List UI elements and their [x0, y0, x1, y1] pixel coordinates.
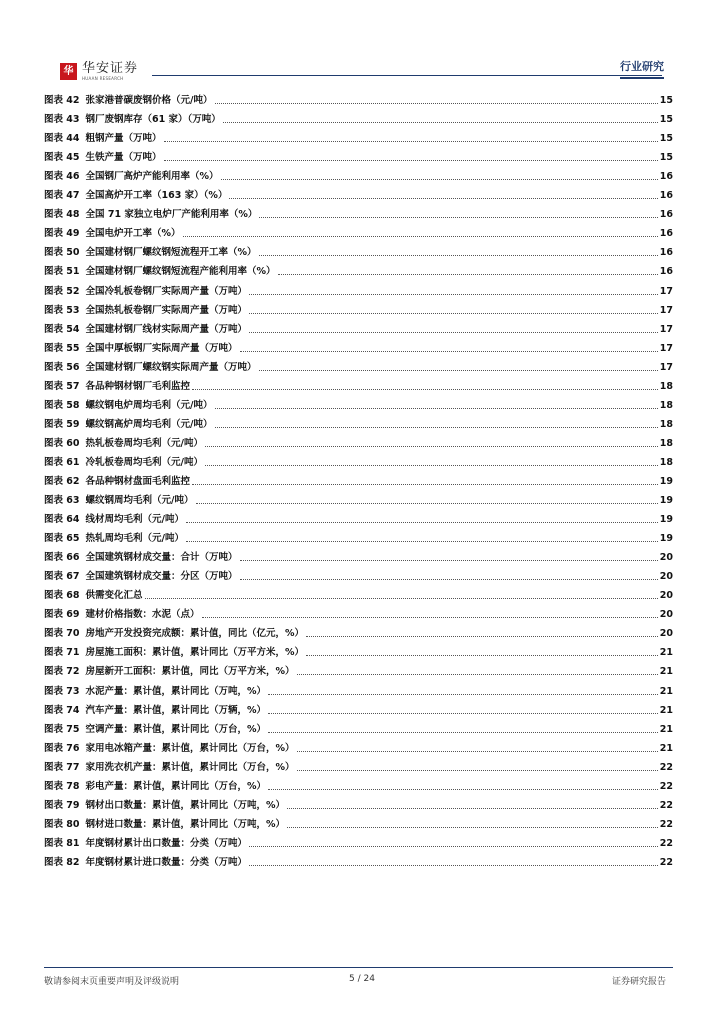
- toc-entry-title: 全国电炉开工率（%）: [85, 228, 181, 240]
- toc-entry-title: 冷轧板卷周均毛利（元/吨）: [85, 456, 204, 468]
- toc-entry-label: 图表 44: [44, 133, 80, 145]
- footer-divider: [44, 967, 673, 968]
- toc-dot-leader: [249, 294, 658, 295]
- toc-entry-page: 20: [659, 552, 673, 564]
- toc-entry-title: 全国中厚板钢厂实际周产量（万吨）: [85, 342, 238, 354]
- toc-entry-page: 16: [659, 228, 673, 240]
- toc-entry-title: 粗钢产量（万吨）: [85, 133, 162, 145]
- toc-dot-leader: [192, 389, 658, 390]
- toc-entry-label: 图表 60: [44, 437, 80, 449]
- toc-entry-page: 20: [659, 609, 673, 621]
- toc-entry-title: 家用电冰箱产量：累计值，累计同比（万台，%）: [85, 742, 295, 754]
- toc-entry-page: 21: [659, 685, 673, 697]
- toc-entry[interactable]: [44, 793, 673, 812]
- toc-entry-title: 螺纹钢电炉周均毛利（元/吨）: [85, 399, 213, 411]
- logo-mark-icon: 华: [60, 63, 77, 80]
- toc-entry[interactable]: [44, 640, 673, 659]
- toc-entry-title: 年度钢材累计出口数量：分类（万吨）: [85, 837, 248, 849]
- toc-dot-leader: [145, 598, 658, 599]
- toc-entry-label: 图表 78: [44, 780, 80, 792]
- toc-entry[interactable]: [44, 602, 673, 621]
- toc-entry-page: 21: [659, 742, 673, 754]
- toc-entry-label: 图表 67: [44, 571, 80, 583]
- toc-entry[interactable]: [44, 507, 673, 526]
- logo-en: HUAAN RESEARCH: [82, 76, 124, 81]
- toc-entry-label: 图表 55: [44, 342, 80, 354]
- toc-entry-title: 钢材出口数量：累计值，累计同比（万吨，%）: [85, 799, 286, 811]
- toc-entry-label: 图表 81: [44, 837, 80, 849]
- toc-entry-label: 图表 50: [44, 247, 80, 259]
- toc-entry-page: 21: [659, 647, 673, 659]
- toc-entry[interactable]: [44, 374, 673, 393]
- toc-entry-page: 15: [659, 95, 673, 107]
- toc-entry-label: 图表 76: [44, 742, 80, 754]
- toc-dot-leader: [223, 122, 658, 123]
- toc-dot-leader: [215, 408, 658, 409]
- toc-entry-page: 19: [659, 475, 673, 487]
- toc-dot-leader: [249, 846, 658, 847]
- toc-entry[interactable]: [44, 412, 673, 431]
- toc-entry-page: 21: [659, 704, 673, 716]
- section-label: 行业研究: [620, 58, 664, 79]
- toc-dot-leader: [287, 808, 658, 809]
- page-header: [0, 0, 724, 86]
- toc-entry-label: 图表 73: [44, 685, 80, 697]
- toc-entry-page: 20: [659, 590, 673, 602]
- toc-entry-title: 全国高炉开工率（163 家）（%）: [85, 190, 228, 202]
- toc-entry-page: 21: [659, 723, 673, 735]
- toc-entry[interactable]: [44, 88, 673, 107]
- toc-entry[interactable]: [44, 164, 673, 183]
- toc-dot-leader: [249, 332, 658, 333]
- toc-dot-leader: [205, 465, 658, 466]
- toc-dot-leader: [268, 694, 658, 695]
- toc-dot-leader: [268, 789, 658, 790]
- toc-entry[interactable]: [44, 545, 673, 564]
- toc-entry-title: 各品种钢材盘面毛利监控: [85, 475, 191, 487]
- toc-entry[interactable]: [44, 393, 673, 412]
- toc-entry-title: 房地产开发投资完成额：累计值，同比（亿元，%）: [85, 628, 305, 640]
- toc-entry[interactable]: [44, 355, 673, 374]
- toc-dot-leader: [205, 446, 658, 447]
- toc-entry-title: 热轧板卷周均毛利（元/吨）: [85, 437, 204, 449]
- toc-entry[interactable]: [44, 145, 673, 164]
- toc-dot-leader: [192, 484, 658, 485]
- toc-entry-label: 图表 59: [44, 418, 80, 430]
- toc-entry-title: 房屋施工面积：累计值，累计同比（万平方米，%）: [85, 647, 305, 659]
- toc-entry-label: 图表 42: [44, 95, 80, 107]
- toc-entry-page: 19: [659, 533, 673, 545]
- toc-entry-title: 全国建材钢厂螺纹钢实际周产量（万吨）: [85, 361, 257, 373]
- toc-dot-leader: [306, 636, 658, 637]
- toc-entry-title: 生铁产量（万吨）: [85, 152, 162, 164]
- toc-entry-title: 建材价格指数：水泥（点）: [85, 609, 200, 621]
- toc-entry-label: 图表 64: [44, 514, 80, 526]
- toc-entry[interactable]: [44, 202, 673, 221]
- toc-entry[interactable]: [44, 831, 673, 850]
- toc-entry-label: 图表 74: [44, 704, 80, 716]
- toc-dot-leader: [164, 141, 658, 142]
- toc-dot-leader: [240, 560, 658, 561]
- toc-entry-page: 18: [659, 399, 673, 411]
- toc-dot-leader: [164, 160, 658, 161]
- toc-dot-leader: [202, 617, 658, 618]
- toc-entry[interactable]: [44, 278, 673, 297]
- toc-entry-page: 15: [659, 133, 673, 145]
- toc-entry-label: 图表 53: [44, 304, 80, 316]
- toc-entry-title: 各品种钢材钢厂毛利监控: [85, 380, 191, 392]
- toc-entry-page: 21: [659, 666, 673, 678]
- toc-entry-title: 家用洗衣机产量：累计值，累计同比（万台，%）: [85, 761, 295, 773]
- toc-entry-page: 18: [659, 380, 673, 392]
- toc-entry[interactable]: [44, 298, 673, 317]
- toc-entry-label: 图表 79: [44, 799, 80, 811]
- toc-dot-leader: [215, 103, 658, 104]
- toc-entry-label: 图表 46: [44, 171, 80, 183]
- toc-entry-label: 图表 70: [44, 628, 80, 640]
- toc-entry-page: 18: [659, 456, 673, 468]
- toc-entry-label: 图表 47: [44, 190, 80, 202]
- toc-dot-leader: [306, 655, 658, 656]
- toc-entry-title: 彩电产量：累计值，累计同比（万台，%）: [85, 780, 267, 792]
- toc-entry-label: 图表 58: [44, 399, 80, 411]
- toc-entry[interactable]: [44, 126, 673, 145]
- toc-dot-leader: [297, 751, 658, 752]
- toc-entry-page: 17: [659, 361, 673, 373]
- toc-entry[interactable]: [44, 736, 673, 755]
- toc-entry-label: 图表 69: [44, 609, 80, 621]
- toc-entry-page: 17: [659, 285, 673, 297]
- toc-dot-leader: [186, 541, 658, 542]
- toc-entry-title: 线材周均毛利（元/吨）: [85, 514, 185, 526]
- toc-entry-title: 供需变化汇总: [85, 590, 143, 602]
- toc-entry[interactable]: [44, 240, 673, 259]
- toc-entry[interactable]: [44, 621, 673, 640]
- toc-dot-leader: [183, 236, 658, 237]
- toc-entry-title: 螺纹钢高炉周均毛利（元/吨）: [85, 418, 213, 430]
- toc-dot-leader: [249, 313, 658, 314]
- toc-entry-page: 15: [659, 114, 673, 126]
- toc-entry[interactable]: [44, 564, 673, 583]
- page-indicator: 5 / 24: [349, 974, 375, 984]
- header-divider: [152, 75, 662, 76]
- toc-entry-title: 全国建材钢厂螺纹钢短流程产能利用率（%）: [85, 266, 276, 278]
- toc-entry-label: 图表 77: [44, 761, 80, 773]
- toc-entry-label: 图表 65: [44, 533, 80, 545]
- toc-entry-label: 图表 61: [44, 456, 80, 468]
- toc-entry-label: 图表 82: [44, 856, 80, 868]
- toc-dot-leader: [278, 274, 658, 275]
- toc-dot-leader: [259, 370, 658, 371]
- toc-entry-page: 22: [659, 856, 673, 868]
- toc-entry-page: 17: [659, 323, 673, 335]
- toc-entry-page: 16: [659, 266, 673, 278]
- toc-entry-page: 20: [659, 571, 673, 583]
- toc-entry[interactable]: [44, 221, 673, 240]
- company-logo: [60, 62, 138, 81]
- toc-entry[interactable]: [44, 717, 673, 736]
- toc-dot-leader: [229, 198, 657, 199]
- toc-entry-page: 17: [659, 342, 673, 354]
- toc-entry[interactable]: [44, 259, 673, 278]
- toc-entry-label: 图表 49: [44, 228, 80, 240]
- toc-entry-page: 19: [659, 514, 673, 526]
- toc-entry-label: 图表 63: [44, 495, 80, 507]
- toc-entry[interactable]: [44, 469, 673, 488]
- toc-dot-leader: [259, 217, 657, 218]
- table-of-figures: [44, 88, 673, 869]
- toc-entry[interactable]: [44, 659, 673, 678]
- toc-entry-title: 全国热轧板卷钢厂实际周产量（万吨）: [85, 304, 248, 316]
- toc-entry-label: 图表 71: [44, 647, 80, 659]
- toc-entry[interactable]: [44, 583, 673, 602]
- toc-entry-title: 螺纹钢周均毛利（元/吨）: [85, 495, 194, 507]
- toc-entry[interactable]: [44, 450, 673, 469]
- toc-entry[interactable]: [44, 850, 673, 869]
- toc-entry-label: 图表 43: [44, 114, 80, 126]
- toc-entry-title: 全国钢厂高炉产能利用率（%）: [85, 171, 219, 183]
- toc-entry-title: 房屋新开工面积：累计值，同比（万平方米，%）: [85, 666, 295, 678]
- toc-entry-page: 17: [659, 304, 673, 316]
- toc-dot-leader: [249, 865, 658, 866]
- toc-entry[interactable]: [44, 698, 673, 717]
- toc-entry-page: 22: [659, 780, 673, 792]
- toc-entry[interactable]: [44, 317, 673, 336]
- toc-dot-leader: [240, 579, 658, 580]
- toc-entry-title: 全国建材钢厂螺纹钢短流程开工率（%）: [85, 247, 257, 259]
- logo-name: 华安证券: [82, 61, 139, 76]
- toc-dot-leader: [259, 255, 658, 256]
- toc-entry-title: 热轧周均毛利（元/吨）: [85, 533, 185, 545]
- toc-entry-title: 空调产量：累计值，累计同比（万台，%）: [85, 723, 267, 735]
- toc-entry-title: 钢材进口数量：累计值，累计同比（万吨，%）: [85, 818, 286, 830]
- toc-entry-label: 图表 75: [44, 723, 80, 735]
- toc-entry-page: 22: [659, 818, 673, 830]
- toc-entry-label: 图表 48: [44, 209, 80, 221]
- toc-entry-label: 图表 51: [44, 266, 80, 278]
- toc-dot-leader: [221, 179, 658, 180]
- toc-entry-title: 全国建筑钢材成交量：分区（万吨）: [85, 571, 238, 583]
- toc-entry-page: 19: [659, 495, 673, 507]
- toc-entry-label: 图表 52: [44, 285, 80, 297]
- toc-dot-leader: [186, 522, 658, 523]
- toc-entry[interactable]: [44, 774, 673, 793]
- toc-entry[interactable]: [44, 183, 673, 202]
- toc-entry[interactable]: [44, 488, 673, 507]
- toc-entry-page: 18: [659, 437, 673, 449]
- toc-entry-page: 22: [659, 761, 673, 773]
- toc-entry-label: 图表 56: [44, 361, 80, 373]
- footer-disclaimer: 敬请参阅末页重要声明及评级说明: [44, 977, 180, 987]
- toc-entry-page: 16: [659, 171, 673, 183]
- report-type: 证券研究报告: [611, 977, 666, 987]
- toc-entry-page: 18: [659, 418, 673, 430]
- toc-entry[interactable]: [44, 678, 673, 697]
- toc-entry-title: 全国建筑钢材成交量：合计（万吨）: [85, 552, 238, 564]
- toc-dot-leader: [297, 674, 658, 675]
- toc-entry-page: 22: [659, 799, 673, 811]
- toc-entry-title: 全国建材钢厂线材实际周产量（万吨）: [85, 323, 248, 335]
- toc-entry-title: 全国冷轧板卷钢厂实际周产量（万吨）: [85, 285, 248, 297]
- toc-entry-title: 水泥产量：累计值，累计同比（万吨，%）: [85, 685, 267, 697]
- toc-entry-label: 图表 45: [44, 152, 80, 164]
- toc-entry-label: 图表 68: [44, 590, 80, 602]
- toc-entry-title: 全国 71 家独立电炉厂产能利用率（%）: [85, 209, 258, 221]
- toc-entry-label: 图表 66: [44, 552, 80, 564]
- toc-entry-title: 年度钢材累计进口数量：分类（万吨）: [85, 856, 248, 868]
- toc-entry[interactable]: [44, 755, 673, 774]
- toc-dot-leader: [240, 351, 658, 352]
- toc-dot-leader: [196, 503, 658, 504]
- toc-entry[interactable]: [44, 336, 673, 355]
- toc-entry-page: 22: [659, 837, 673, 849]
- toc-entry-label: 图表 72: [44, 666, 80, 678]
- toc-entry[interactable]: [44, 526, 673, 545]
- toc-entry-page: 20: [659, 628, 673, 640]
- toc-entry-label: 图表 80: [44, 818, 80, 830]
- toc-entry-label: 图表 62: [44, 475, 80, 487]
- toc-entry[interactable]: [44, 107, 673, 126]
- toc-entry-page: 16: [659, 247, 673, 259]
- toc-entry[interactable]: [44, 812, 673, 831]
- toc-entry-page: 15: [659, 152, 673, 164]
- toc-dot-leader: [268, 713, 658, 714]
- toc-dot-leader: [297, 770, 658, 771]
- toc-entry-title: 钢厂废钢库存（61 家）（万吨）: [85, 114, 221, 126]
- toc-dot-leader: [215, 427, 658, 428]
- toc-entry-label: 图表 54: [44, 323, 80, 335]
- toc-entry[interactable]: [44, 431, 673, 450]
- toc-entry-title: 张家港普碳废钢价格（元/吨）: [85, 95, 213, 107]
- toc-entry-page: 16: [659, 190, 673, 202]
- toc-entry-page: 16: [659, 209, 673, 221]
- toc-entry-label: 图表 57: [44, 380, 80, 392]
- toc-entry-title: 汽车产量：累计值，累计同比（万辆，%）: [85, 704, 267, 716]
- toc-dot-leader: [268, 732, 658, 733]
- toc-dot-leader: [287, 827, 658, 828]
